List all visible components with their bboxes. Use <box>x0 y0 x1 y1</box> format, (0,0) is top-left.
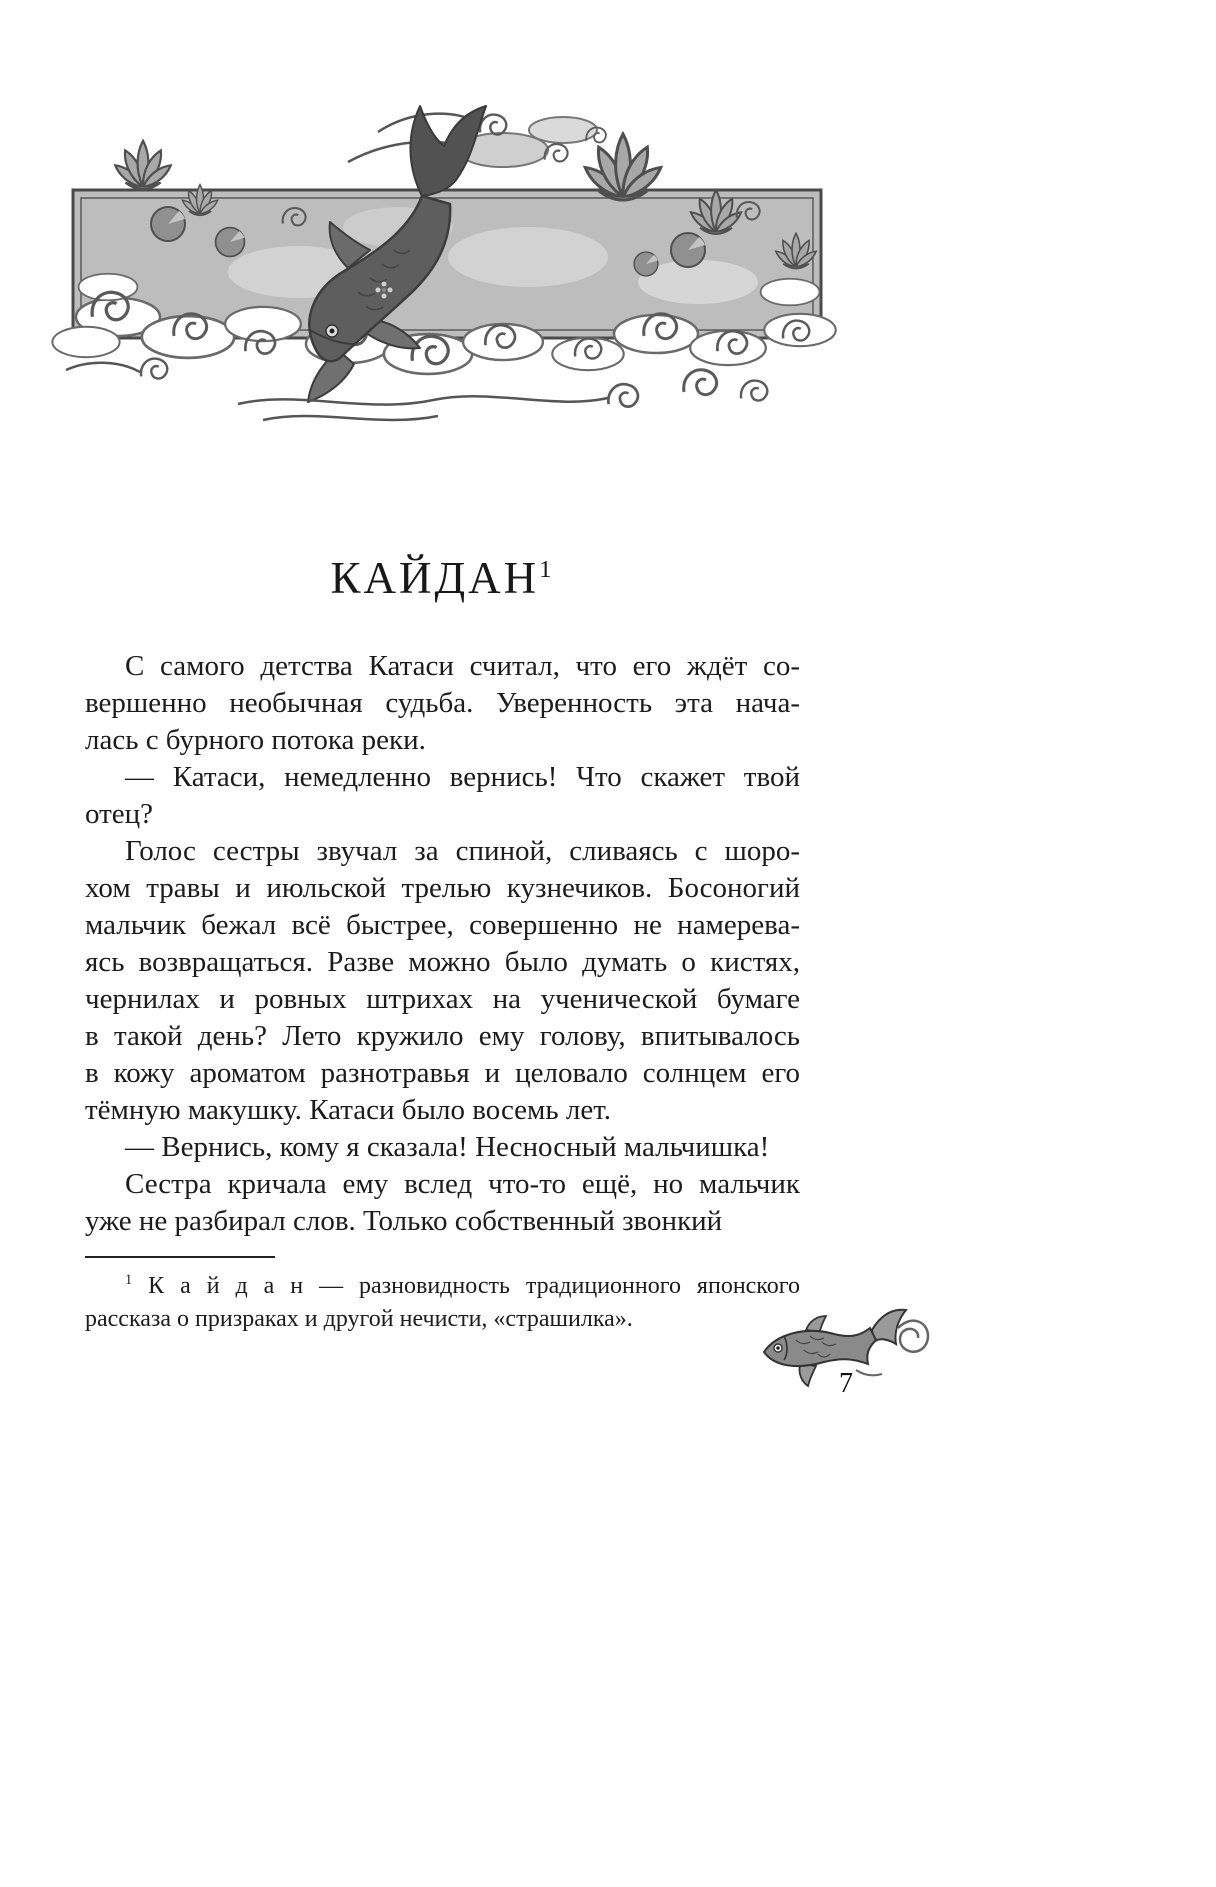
text-line: отец? <box>85 798 154 830</box>
text-line: ясь возвращаться. Разве можно было думать о кистях, <box>85 946 800 978</box>
koi-pond-engraving-icon <box>48 92 863 442</box>
text-line: лась с бурного потока реки. <box>85 724 426 756</box>
paragraph <box>85 759 800 833</box>
chapter-title-footnote-marker: 1 <box>539 556 555 583</box>
footnote-line: рассказа о призраках и другой нечисти, «страшилка». <box>85 1306 633 1332</box>
text-line: мальчик бежал всё быстрее, совершенно не намерева- <box>85 909 800 941</box>
text-line: уже не разбирал слов. Только собственный звонкий <box>85 1205 723 1237</box>
page-number: 7 <box>839 1368 853 1399</box>
text-line: — Вернись, кому я сказала! Несносный мальчишка! <box>125 1131 770 1163</box>
paragraph <box>85 833 800 1129</box>
paragraph <box>85 1129 800 1166</box>
text-line: С самого детства Катаси считал, что его ждёт со- <box>125 650 800 682</box>
text-line: — Катаси, немедленно вернись! Что скажет твой <box>125 761 800 793</box>
footnote-line: $^1$ К а й д а н — разновидность традиционного японского <box>125 1272 800 1299</box>
footnote-marker: 1 <box>125 1272 133 1288</box>
chapter-title-text: КАЙДАН <box>330 553 540 603</box>
text-line: в такой день? Лето кружило ему голову, впитывалось <box>85 1020 800 1052</box>
body-text <box>85 648 800 1240</box>
text-line: тёмную макушку. Катаси было восемь лет. <box>85 1094 611 1126</box>
chapter-title <box>85 552 800 604</box>
paragraph <box>85 648 800 759</box>
footnote-text <box>85 1270 800 1336</box>
text-line: Голос сестры звучал за спиной, сливаясь с шоро- <box>125 835 800 867</box>
header-illustration <box>48 92 863 442</box>
text-line: Сестра кричала ему вслед что-то ещё, но мальчик <box>125 1168 800 1200</box>
text-line: вершенно необычная судьба. Уверенность эта нача- <box>85 687 800 719</box>
text-line: чернилах и ровных штрихах на ученической бумаге <box>85 983 800 1015</box>
text-line: в кожу ароматом разнотравья и целовало солнцем его <box>85 1057 800 1089</box>
text-line: хом травы и июльской трелью кузнечиков. Босоногий <box>85 872 800 904</box>
paragraph <box>85 1166 800 1240</box>
footnote-rule <box>85 1256 275 1258</box>
